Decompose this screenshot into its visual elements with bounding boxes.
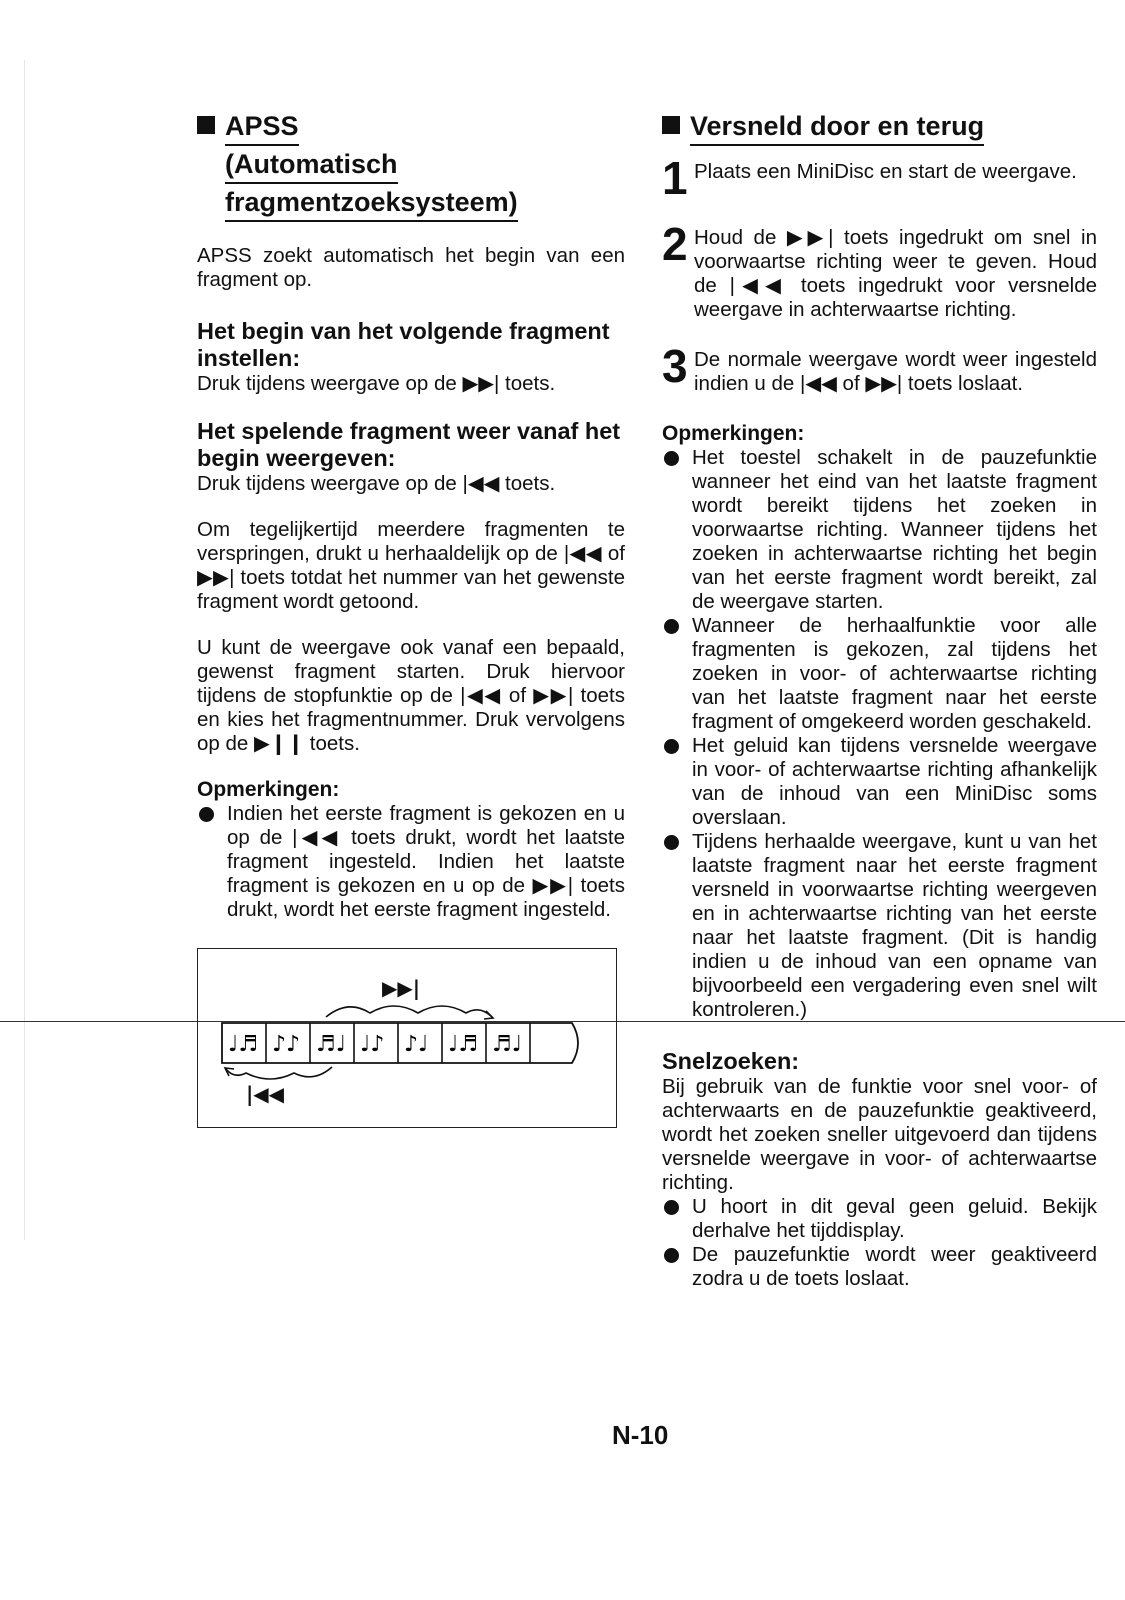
step-1 <box>662 152 1097 204</box>
music-note-icon: ♩♪ <box>360 1032 385 1057</box>
page-number: N-10 <box>612 1420 669 1450</box>
snelzoeken-text: Bij gebruik van de funktie voor snel voor- of achterwaarts en de pauzefunktie geaktiveerd, wordt het zoeken sneller uitgevoerd dan tijdens versnelde weergave in voor- of achterwaartse richting. <box>662 1075 1097 1194</box>
apss-title-line-3: fragmentzoeksysteem) <box>225 184 518 222</box>
music-note-icon: ♩♬ <box>228 1032 259 1057</box>
music-note-icon: ♪♩ <box>404 1032 429 1057</box>
apss-intro: APSS zoekt automatisch het begin van een fragment op. <box>197 244 625 291</box>
track-diagram <box>198 949 616 1127</box>
fast-search-title <box>690 108 984 146</box>
fast-search-section-heading <box>662 108 1097 146</box>
replay-fragment-heading: Het spelende fragment weer vanaf het begin weergeven: <box>197 418 621 471</box>
start-from-fragment-paragraph: U kunt de weergave ook vanaf een bepaald, gewenst fragment starten. Druk hiervoor tijdens de stopfunktie op de |◀◀ of ▶▶| toets en kies het fragmentnummer. Druk vervolgens op de ▶❙❙ toets. <box>197 636 625 755</box>
music-note-icon: ♬♩ <box>492 1032 523 1057</box>
fast-search-title-text: Versneld door en terug <box>690 108 984 146</box>
forward-skip-icon: ▶▶| <box>382 976 421 1000</box>
left-notes-heading: Opmerkingen: <box>197 778 340 801</box>
next-fragment-text: Druk tijdens weergave op de ▶▶| toets. <box>197 372 556 395</box>
snelzoeken-heading: Snelzoeken: <box>662 1048 800 1074</box>
list-item: Indien het eerste fragment is gekozen en u op de |◀◀ toets drukt, wordt het laatste fragment ingesteld. Indien het laatste fragment is gekozen en u op de ▶▶| toets drukt, wordt het eerste fragment ingesteld. <box>197 802 625 922</box>
right-notes-heading: Opmerkingen: <box>662 422 805 445</box>
step-3 <box>662 340 1097 396</box>
apss-title <box>225 108 518 222</box>
right-notes-list <box>662 446 1097 1022</box>
replay-fragment-text: Druk tijdens weergave op de |◀◀ toets. <box>197 472 556 495</box>
left-notes-list <box>197 802 625 922</box>
list-item: Het toestel schakelt in de pauzefunktie wanneer het eind van het laatste fragment wordt bereikt tijdens het zoeken in voorwaartse richting. Wanneer tijdens het zoeken in achterwaartse richting het begin van het eerste fragment wordt bereikt, zal de weergave starten. <box>662 446 1097 614</box>
step-text: Plaats een MiniDisc en start de weergave. <box>694 160 1077 183</box>
square-bullet-icon <box>197 116 215 134</box>
step-2 <box>662 218 1097 322</box>
next-fragment-heading: Het begin van het volgende fragment instellen: <box>197 318 610 371</box>
left-column <box>197 108 625 1128</box>
list-item: Tijdens herhaalde weergave, kunt u van het laatste fragment naar het eerste fragment versneld in voorwaartse richting weergeven en in achterwaartse richting van het eerste naar het laatste fragment. (Dit is handig indien u de inhoud van een opname van bijvoorbeeld een vergadering even snel wilt kontroleren.) <box>662 830 1097 1022</box>
scan-margin-line <box>24 60 25 1240</box>
step-number: 1 <box>662 152 688 204</box>
apss-title-line-2: (Automatisch <box>225 146 398 184</box>
list-item: Wanneer de herhaalfunktie voor alle fragmenten is gekozen, zal tijdens het zoeken in voor- of achterwaartse richting van het laatste fragment naar het eerste fragment of omgekeerd worden geschakeld. <box>662 614 1097 734</box>
apss-section-heading <box>197 108 625 222</box>
apss-title-line-1: APSS <box>225 108 299 146</box>
backward-arrow-arc <box>226 1067 332 1079</box>
square-bullet-icon <box>662 116 680 134</box>
step-number: 3 <box>662 340 688 392</box>
music-note-icon: ♬♩ <box>316 1032 347 1057</box>
music-note-icon: ♪♪ <box>272 1032 301 1057</box>
music-note-icon: ♩♬ <box>448 1032 479 1057</box>
list-item: U hoort in dit geval geen geluid. Bekijk derhalve het tijddisplay. <box>662 1195 1097 1243</box>
apss-diagram <box>197 948 617 1128</box>
skip-multiple-paragraph: Om tegelijkertijd meerdere fragmenten te verspringen, drukt u herhaaldelijk op de |◀◀ of ▶▶| toets totdat het nummer van het gewenste fragment wordt getoond. <box>197 518 625 613</box>
snelzoeken-notes-list <box>662 1195 1097 1291</box>
list-item: Het geluid kan tijdens versnelde weergave in voor- of achterwaartse richting afhankelijk van de inhoud van een MiniDisc soms overslaan. <box>662 734 1097 830</box>
right-column <box>662 108 1097 1291</box>
step-text: De normale weergave wordt weer ingesteld indien u de |◀◀ of ▶▶| toets loslaat. <box>694 348 1097 395</box>
backward-skip-icon: |◀◀ <box>246 1082 285 1106</box>
list-item: De pauzefunktie wordt weer geaktiveerd zodra u de toets loslaat. <box>662 1243 1097 1291</box>
step-number: 2 <box>662 218 688 270</box>
step-text: Houd de ▶▶| toets ingedrukt om snel in voorwaartse richting weer te geven. Houd de |◀◀ toets ingedrukt voor versnelde weergave in achterwaartse richting. <box>694 226 1097 321</box>
forward-arrow-arc <box>326 1006 492 1017</box>
